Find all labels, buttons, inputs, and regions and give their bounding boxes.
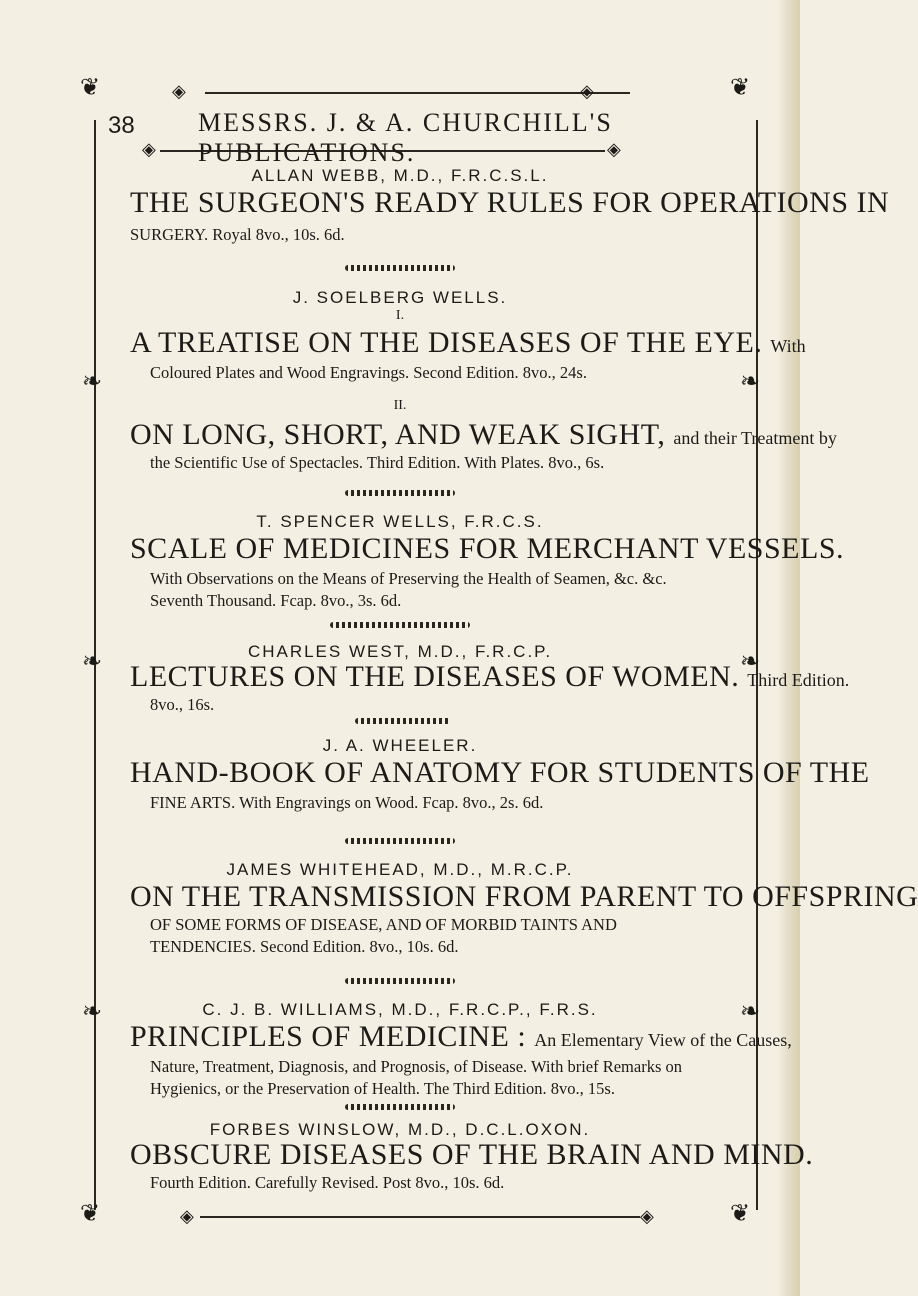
work-number: II. — [393, 398, 407, 413]
author-heading: FORBES WINSLOW, M.D., D.C.L.OXON. — [209, 1120, 591, 1139]
book-title-tail: An Elementary View of the Causes, — [534, 1030, 792, 1050]
book-details-line: Nature, Treatment, Diagnosis, and Prognosis, of Disease. With brief Remarks on — [150, 1057, 682, 1076]
book-title-main: OBSCURE DISEASES OF THE BRAIN AND MIND. — [130, 1138, 814, 1171]
floral-side-icon: ❧ — [740, 649, 761, 675]
book-title-main: LECTURES ON THE DISEASES OF WOMEN. — [130, 660, 740, 693]
author-heading: ALLAN WEBB, M.D., F.R.C.S.L. — [251, 166, 549, 185]
book-details-line: the Scientific Use of Spectacles. Third Edition. With Plates. 8vo., 6s. — [150, 453, 605, 472]
book-details — [150, 1172, 770, 1194]
frame-bottom-rule — [200, 1216, 640, 1218]
section-divider — [345, 490, 455, 496]
book-title — [130, 326, 806, 360]
book-title-main: PRINCIPLES OF MEDICINE : — [130, 1020, 527, 1053]
section-divider — [330, 622, 470, 628]
floral-side-icon: ❧ — [82, 999, 103, 1025]
book-title-main: ON THE TRANSMISSION FROM PARENT TO OFFSPRING — [130, 880, 918, 913]
book-title — [130, 532, 844, 566]
book-title — [130, 1020, 792, 1054]
author-heading: J. A. WHEELER. — [322, 736, 478, 755]
book-title — [130, 186, 889, 220]
book-title-tail: With — [770, 336, 806, 356]
book-details-line: Coloured Plates and Wood Engravings. Second Edition. 8vo., 24s. — [150, 363, 587, 382]
book-details-line: Hygienics, or the Preservation of Health. The Third Edition. 8vo., 15s. — [150, 1079, 615, 1098]
book-details-line: FINE ARTS. With Engravings on Wood. Fcap. 8vo., 2s. 6d. — [150, 793, 544, 812]
book-details-line: OF SOME FORMS OF DISEASE, AND OF MORBID TAINTS AND — [150, 915, 617, 934]
bullet-ornament-icon: ◈ — [180, 1206, 194, 1226]
bullet-ornament-icon: ◈ — [142, 139, 156, 159]
book-title — [130, 660, 849, 694]
frame-top-rule — [205, 92, 520, 94]
book-details-line: SURGERY. Royal 8vo., 10s. 6d. — [130, 225, 345, 244]
work-number: I. — [395, 308, 405, 323]
author-heading: JAMES WHITEHEAD, M.D., M.R.C.P. — [226, 860, 574, 879]
author-heading: T. SPENCER WELLS, F.R.C.S. — [256, 512, 544, 531]
book-details — [150, 1056, 770, 1100]
book-title-main: A TREATISE ON THE DISEASES OF THE EYE. — [130, 326, 763, 359]
frame-top-rule-right — [520, 92, 630, 94]
book-title-main: HAND-BOOK OF ANATOMY FOR STUDENTS OF THE — [130, 756, 870, 789]
running-title: MESSRS. J. & A. CHURCHILL'S PUBLICATIONS. — [198, 108, 613, 167]
book-title — [130, 418, 837, 452]
book-details — [150, 694, 770, 716]
floral-side-icon: ❧ — [82, 369, 103, 395]
section-divider — [355, 718, 450, 724]
section-divider — [345, 265, 455, 271]
book-details-line: 8vo., 16s. — [150, 695, 215, 714]
book-title — [130, 756, 870, 790]
author-heading: J. SOELBERG WELLS. — [292, 288, 508, 307]
floral-corner-icon: ❦ — [730, 75, 751, 101]
book-title — [130, 880, 918, 914]
book-details-line: With Observations on the Means of Preserving the Health of Seamen, &c. &c. — [150, 569, 667, 588]
section-divider — [345, 1104, 455, 1110]
page-number: 38 — [108, 112, 135, 139]
book-title-main: THE SURGEON'S READY RULES FOR OPERATIONS IN — [130, 186, 890, 219]
book-title — [130, 1138, 813, 1172]
floral-corner-icon: ❦ — [80, 1201, 101, 1227]
bullet-ornament-icon: ◈ — [640, 1206, 654, 1226]
book-details — [150, 452, 770, 474]
book-title-main: ON LONG, SHORT, AND WEAK SIGHT, — [130, 418, 666, 451]
book-title-tail: and their Treatment by — [673, 428, 837, 448]
book-title-tail: Third Edition. — [747, 670, 850, 690]
floral-corner-icon: ❦ — [730, 1201, 751, 1227]
book-details-line: Seventh Thousand. Fcap. 8vo., 3s. 6d. — [150, 591, 402, 610]
book-details — [130, 224, 750, 246]
bullet-ornament-icon: ◈ — [580, 81, 594, 101]
book-details-line: TENDENCIES. Second Edition. 8vo., 10s. 6d. — [150, 937, 459, 956]
bullet-ornament-icon: ◈ — [607, 139, 621, 159]
book-details — [150, 914, 770, 958]
section-divider — [345, 978, 455, 984]
author-heading: C. J. B. WILLIAMS, M.D., F.R.C.P., F.R.S. — [202, 1000, 598, 1019]
author-heading: CHARLES WEST, M.D., F.R.C.P. — [247, 642, 553, 661]
book-details-line: Fourth Edition. Carefully Revised. Post 8vo., 10s. 6d. — [150, 1173, 505, 1192]
floral-side-icon: ❧ — [740, 369, 761, 395]
floral-side-icon: ❧ — [82, 649, 103, 675]
book-details — [150, 362, 770, 384]
book-title-main: SCALE OF MEDICINES FOR MERCHANT VESSELS. — [130, 532, 844, 565]
section-divider — [345, 838, 455, 844]
floral-side-icon: ❧ — [740, 999, 761, 1025]
floral-corner-icon: ❦ — [80, 75, 101, 101]
book-details — [150, 792, 770, 814]
book-details — [150, 568, 770, 612]
bullet-ornament-icon: ◈ — [172, 81, 186, 101]
